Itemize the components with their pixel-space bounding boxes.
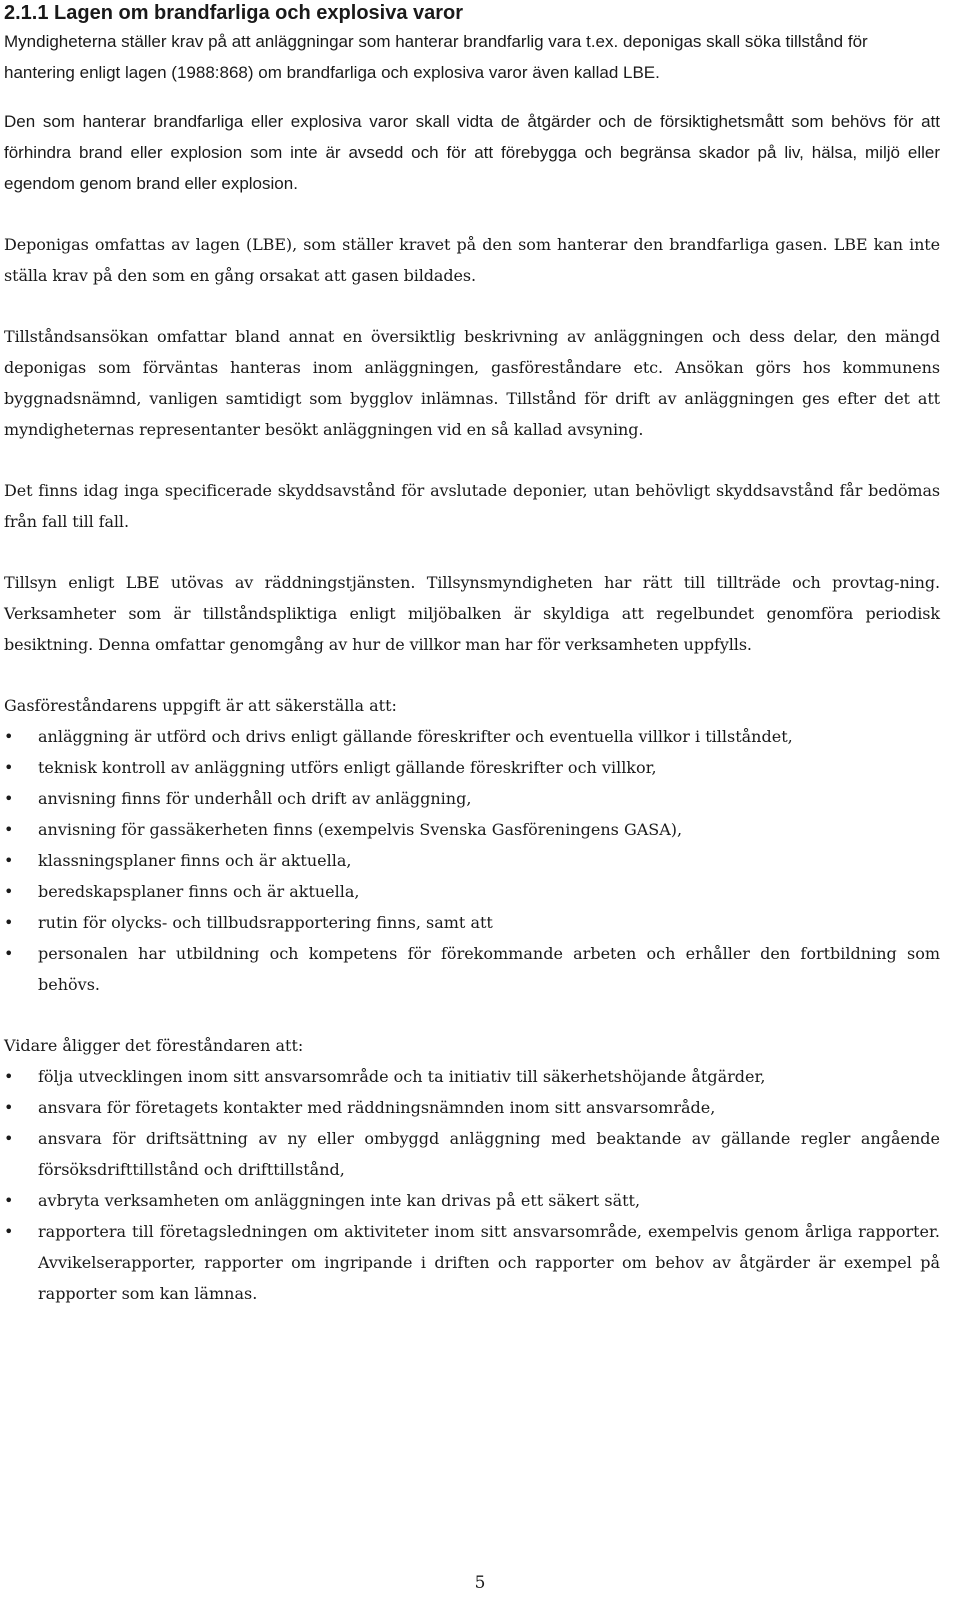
list-item: • ansvara för företagets kontakter med räddningsnämnden inom sitt ansvarsområde, xyxy=(4,1092,940,1123)
list-item: • avbryta verksamheten om anläggningen inte kan drivas på ett säkert sätt, xyxy=(4,1185,940,1216)
bullet-icon: • xyxy=(4,820,14,839)
paragraph-responsibility: Den som hanterar brandfarliga eller explosiva varor skall vidta de åtgärder och de försiktighetsmått som behövs för att förhindra brand eller explosion som inte är avsedd och för att förebygga och begränsa skador på liv, hälsa, miljö eller egendom genom brand eller explosion. xyxy=(4,112,940,193)
list-item: • personalen har utbildning och kompetens för förekommande arbeten och erhåller den fortbildning som behövs. xyxy=(4,938,940,1000)
bullet-icon: • xyxy=(4,727,14,746)
bullet-icon: • xyxy=(4,789,14,808)
paragraph-supervision: Tillsyn enligt LBE utövas av räddningstjänsten. Tillsynsmyndigheten har rätt till tillträde och provtag-ning. Verksamheter som är tillståndspliktiga enligt miljöbalken är skyldiga att regelbundet genomföra periodisk besiktning. Denna omfattar genomgång av hur de villkor man har för verksamheten uppfylls. xyxy=(4,573,940,654)
bullet-icon: • xyxy=(4,882,14,901)
bullet-icon: • xyxy=(4,1067,14,1086)
bullet-icon: • xyxy=(4,913,14,932)
list-item: • anvisning finns för underhåll och drift av anläggning, xyxy=(4,783,940,814)
list-item: • anvisning för gassäkerheten finns (exempelvis Svenska Gasföreningens GASA), xyxy=(4,814,940,845)
list-intro-gas-manager: Gasföreståndarens uppgift är att säkerställa att: xyxy=(4,696,397,715)
bullet-icon: • xyxy=(4,851,14,870)
list-item: • klassningsplaner finns och är aktuella, xyxy=(4,845,940,876)
bullet-icon: • xyxy=(4,1191,14,1210)
list-item: • anläggning är utförd och drivs enligt gällande föreskrifter och eventuella villkor i tillståndet, xyxy=(4,721,940,752)
list-item: • ansvara för driftsättning av ny eller ombyggd anläggning med beaktande av gällande regler angående försöksdrifttillstånd och drifttillstånd, xyxy=(4,1123,940,1185)
bullet-icon: • xyxy=(4,758,14,777)
intro-paragraph: Myndigheterna ställer krav på att anläggningar som hanterar brandfarlig vara t.ex. deponigas skall söka tillstånd för hantering enligt lagen (1988:868) om brandfarliga och explosiva varor även kallad LBE. xyxy=(4,32,868,82)
bullet-icon: • xyxy=(4,1098,14,1117)
bullet-icon: • xyxy=(4,1129,14,1148)
list-item: • rutin för olycks- och tillbudsrapportering finns, samt att xyxy=(4,907,940,938)
bullet-list-manager-duties xyxy=(4,1061,940,1309)
page-number: 5 xyxy=(474,1573,486,1593)
list-item: • följa utvecklingen inom sitt ansvarsområde och ta initiativ till säkerhetshöjande åtgärder, xyxy=(4,1061,940,1092)
bullet-icon: • xyxy=(4,944,14,963)
list-intro-manager-duties: Vidare åligger det föreståndaren att: xyxy=(4,1036,304,1055)
list-item: • beredskapsplaner finns och är aktuella, xyxy=(4,876,940,907)
bullet-icon: • xyxy=(4,1222,14,1241)
paragraph-lbe-scope: Deponigas omfattas av lagen (LBE), som ställer kravet på den som hanterar den brandfarliga gasen. LBE kan inte ställa krav på den som en gång orsakat att gasen bildades. xyxy=(4,235,940,285)
bullet-list-gas-manager xyxy=(4,721,940,1000)
list-item: • rapportera till företagsledningen om aktiviteter inom sitt ansvarsområde, exempelvis genom årliga rapporter. Avvikelserapporter, rapporter om ingripande i driften och rapporter om behov av åtgärder är exempel på rapporter som kan lämnas. xyxy=(4,1216,940,1309)
document-page xyxy=(4,0,940,1339)
section-heading: 2.1.1 Lagen om brandfarliga och explosiva varor xyxy=(4,2,464,24)
paragraph-permit-application: Tillståndsansökan omfattar bland annat en översiktlig beskrivning av anläggningen och dess delar, den mängd deponigas som förväntas hanteras inom anläggningen, gasföreståndare etc. Ansökan görs hos kommunens byggnadsnämnd, vanligen samtidigt som bygglov inlämnas. Tillstånd för drift av anläggningen ges efter det att myndigheternas representanter besökt anläggningen vid en så kallad avsyning. xyxy=(4,327,940,439)
list-item: • teknisk kontroll av anläggning utförs enligt gällande föreskrifter och villkor, xyxy=(4,752,940,783)
paragraph-safety-distance: Det finns idag inga specificerade skyddsavstånd för avslutade deponier, utan behövligt skyddsavstånd får bedömas från fall till fall. xyxy=(4,481,940,531)
